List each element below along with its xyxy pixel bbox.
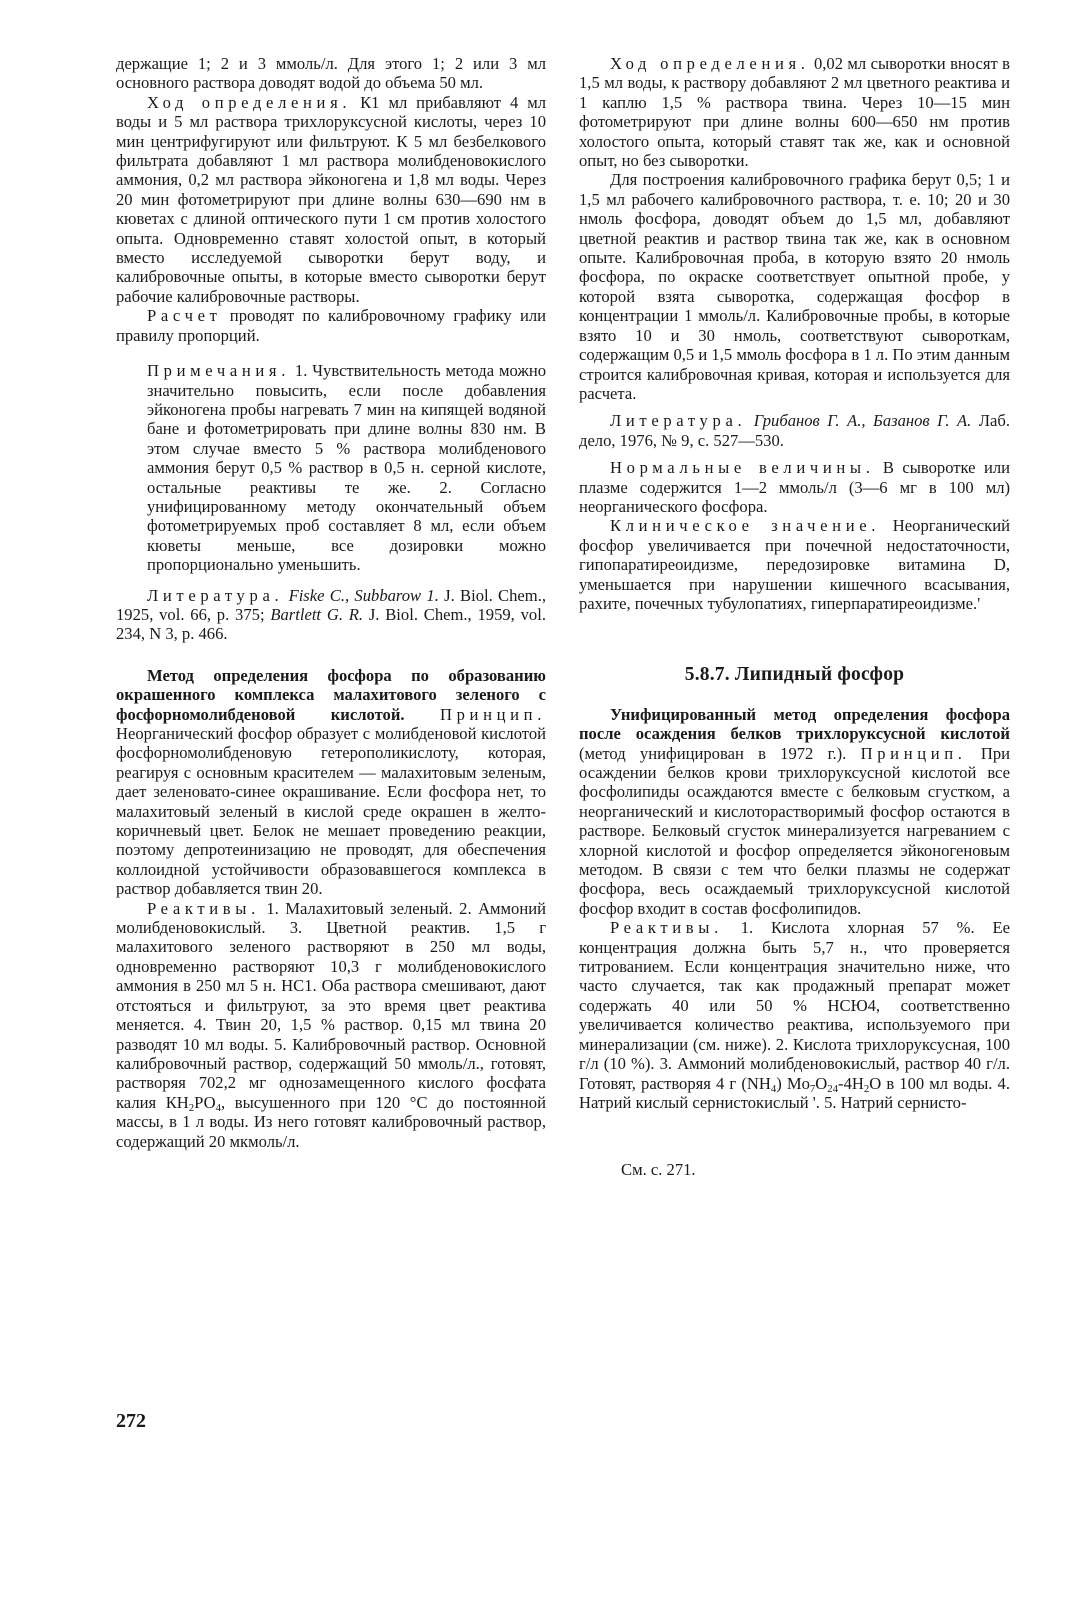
literature-label: Литература. [610,411,747,431]
procedure-text: К1 мл прибавляют 4 мл воды и 5 мл раствора трихлоруксусной кислоты, через 10 мин центрифугируют или фильтруют. К 5 мл безбелкового фильтрата добавляют 1 мл раствора молибденовокислого аммония, 0,2 мл раствора эйконогена и 1,8 мл воды. Через 20 мин фотометрируют при длине волны 630—690 нм в кюветах с длиной оптического пути 1 см против холостого опыта. Одновременно ставят холостой опыт, в который вместо исследуемой сыворотки берут воду, и калибровочные опыты, в которые вместо сыворотки берут рабочие калибровочные растворы. [116,92,546,306]
formula-part: O [815,1073,828,1093]
normal-values-paragraph [579,458,1010,516]
principle-text: Неорганический фосфор образует с молибденовой кислотой фосфорномолибденовую гетерополикислоту, которая, реагируя с основным красителем — малахитовым зеленым, дает зеленовато-синее окрашивание. Если фосфора нет, то малахитовый зеленый в кислой среде окрашен в желто-коричневый цвет. Белок не мешает проведению реакции, поэтому депротеинизацию не проводят, для обеспечения коллоидной устойчивости образовавшегося комплекса в раствор добавляется твин 20. [116,724,546,899]
method-title: Метод определения фосфора по образованию окрашенного комплекса малахитового зеленого с фосфорномолибденовой кислотой. [116,665,546,724]
procedure-label: Ход определения. [147,92,352,112]
page-number: 272 [116,1410,146,1432]
clinical-significance-paragraph [579,516,1010,613]
calibration-paragraph: Для построения калибровочного графика берут 0,5; 1 и 1,5 мл рабочего калибровочного раствора, т. е. 10; 20 и 30 нмоль фосфора, доводят объем до 1,5 мл, добавляют цветной реактив и раствор твина так же, как в основном опыте. Калибровочная проба, в которую взято 20 нмоль фосфора, по окраске соответствует опытной пробе, у которой взята сыворотка, содержащая фосфор в концентрации 1 ммоль/л. Калибровочные пробы, в которые взято 10 и 30 нмоль, соответствуют сывороткам, содержащим 0,5 и 1,5 ммоль фосфора в 1 л. По этим данным строится калибровочная кривая, которая и используется для расчета. [579,170,1010,403]
normal-values-text: В сыворотке или плазме содержится 1—2 ммоль/л (3—6 мг в 100 мл) неорганического фосфора. [579,458,1010,516]
procedure-text: 0,02 мл сыворотки вносят в 1,5 мл воды, к раствору добавляют 2 мл цветного реактива и 1 каплю 1,5 % раствора твина. Через 10—15 мин фотометрируют при длине волны 600—650 нм против холостого опыта, который ставят так же, как и основной опыт, но без сыворотки. [579,54,1010,171]
malachite-method-paragraph [116,666,546,899]
footnote: См. с. 271. [621,1160,696,1180]
subscript: 24 [827,1082,839,1095]
notes-text: 1. Чувствительность метода можно значительно повысить, если после добавления эйконогена пробы нагревать 7 мин на кипящей водяной бане и фотометрировать при длине волны 830 нм. В этом случае вместо 5 % раствора молибденового аммония берут 0,5 % раствор в 0,5 н. серной кислоте, остальные реактивы те же. 2. Согласно унифицированному методу окончательный объем фотометрируемых проб составляет 8 мл, если объем кюветы меньше, все дозировки можно пропорционально уменьшить. [147,361,546,575]
literature-ref: J. Biol. Chem., 1959, vol. 234, N 3, p. 466. [116,604,546,644]
reagents-text: 1. Малахитовый зеленый. 2. Аммоний молибденовокислый. 3. Цветной реактив. 1,5 г малахитового зеленого растворяют в 250 мл воды, одновременно растворяют 10,3 г молибденовокислого аммония в 250 мл 5 н. НС1. Оба раствора смешивают, дают отстояться и фильтруют, за это время цвет реактива меняется. 4. Твин 20, 1,5 % раствор. 0,15 мл твина 20 разводят 10 мл воды. 5. Калибровочный раствор. Основной калибровочный раствор, содержащий 50 ммоль/л., готовят, растворяя 702,2 мг однозамещенного кислого фосфата калия КН [116,898,546,1112]
notes-paragraph [147,361,546,574]
reagents-text: O в 100 мл воды. 4. Натрий кислый сернистокислый '. 5. Натрий сернисто- [579,1073,1010,1112]
left-column [116,54,546,1151]
left-literature-paragraph [116,586,546,644]
principle-label: Принцип. [860,743,967,763]
right-literature-paragraph [579,411,1010,450]
subscript: 7 [809,1082,816,1095]
reagents-text: 1. Кислота хлорная 57 %. Ее концентрация должна быть 5,7 н., что проверяется титрованием. Если концентрация значительно ниже, что часто случается, так как продажный препарат может содержать 40 или 50 % НСЮ4, соответственно увеличивается количество реактива, используемого при минерализации (см. ниже). 2. Кислота трихлоруксусная, 100 г/л (10 %). 3. Аммоний молибденовокислый, раствор 40 г/л. Готовят, растворяя 4 г (NH [579,918,1010,1093]
left-calculation-paragraph [116,306,546,345]
unified-method-note: (метод унифицирован в 1972 г.). [579,743,847,763]
unified-method-paragraph [579,705,1010,918]
calculation-label: Расчет [147,306,222,326]
calculation-text: проводят по калибровочному графику или правилу пропорций. [116,306,546,345]
subscript: 4 [215,1101,221,1114]
right-column [579,54,1010,1180]
principle-label: Принцип. [439,704,546,724]
right-procedure-paragraph [579,54,1010,170]
right-reagents-paragraph [579,918,1010,1112]
subscript: 2 [863,1082,870,1095]
clinical-label: Клиническое значение. [610,516,881,536]
literature-author: Bartlett G. R. [270,604,364,624]
normal-values-label: Нормальные величины. [610,458,875,478]
clinical-text: Неорганический фосфор увеличивается при почечной недостаточности, гипопаратиреоидизме, передозировке витамина D, уменьшается при нарушении кишечного всасывания, рахите, почечных тубулопатиях, гиперпаратиреоидизме.' [579,516,1010,613]
notes-label: Примечания. [147,361,290,381]
literature-author: Грибанов Г. А., Базанов Г. А. [753,411,972,431]
literature-label: Литература. [147,585,284,605]
left-reagents-paragraph [116,899,546,1151]
reagents-text: , высушенного при 120 °С до постоянной массы, в 1 л воды. Из него готовят калибровочный раствор, содержащий 20 мкмоль/л. [116,1092,546,1151]
principle-text: При осаждении белков крови трихлоруксусной кислотой все фосфолипиды осаждаются вместе с белковым сгустком, а неорганический и кислоторастворимый фосфор остаются в растворе. Белковый сгусток минерализуется нагреванием с хлорной кислотой и фосфор определяется эйконогеновым методом. В связи с тем что белки плазмы не содержат фосфора, весь осаждаемый трихлоруксусной кислотой фосфор входит в состав фосфолипидов. [579,743,1011,918]
left-paragraph-continuation: держащие 1; 2 и 3 ммоль/л. Для этого 1; 2 или 3 мл основного раствора доводят водой до объема 50 мл. [116,54,546,93]
literature-ref: J. Biol. Chem., 1925, vol. 66, p. 375; [116,585,546,624]
literature-ref: Лаб. дело, 1976, № 9, с. 527—530. [579,411,1011,450]
formula-part: РО [194,1092,216,1112]
reagents-label: Реактивы. [147,898,260,918]
unified-method-title: Унифицированный метод определения фосфора после осаждения белков трихлоруксусной кислотой [579,704,1010,744]
subscript: 4 [770,1082,777,1095]
section-heading: 5.8.7. Липидный фосфор [684,664,905,686]
literature-author: Fiske C., Subbarow 1. [288,585,439,605]
procedure-label: Ход определения. [610,54,810,73]
left-procedure-paragraph [116,93,546,306]
formula-part: ) Mo [776,1073,810,1093]
formula-part: -4H [838,1073,864,1093]
reagents-label: Реактивы. [610,918,723,938]
subscript: 2 [188,1101,195,1114]
